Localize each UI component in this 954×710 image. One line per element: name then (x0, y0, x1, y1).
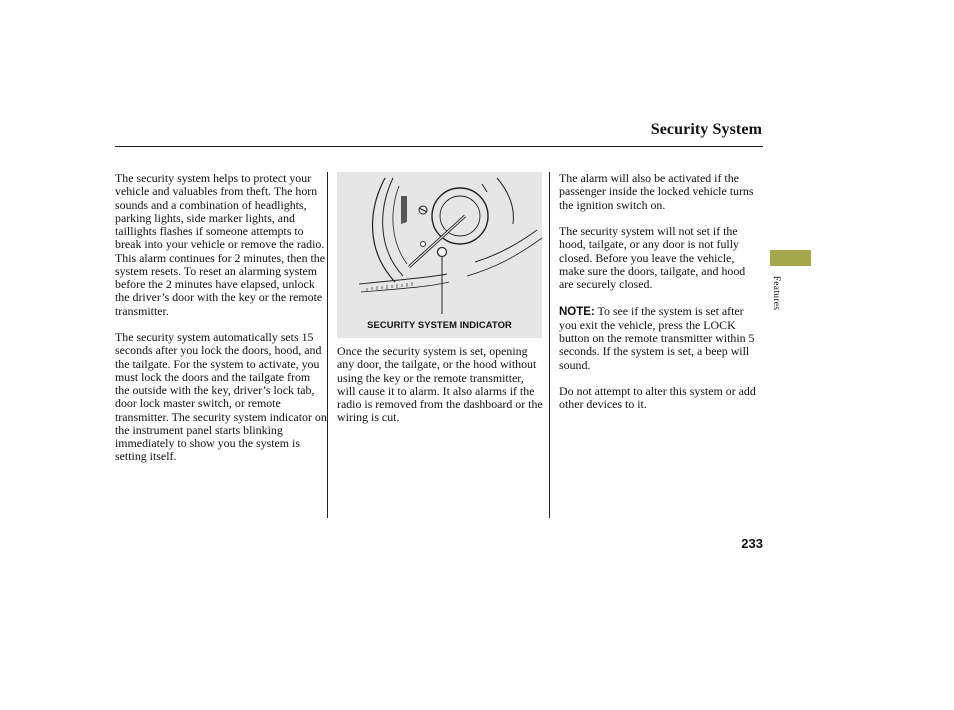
paragraph: The alarm will also be activated if the passenger inside the locked vehicle turns the ignition switch on. (559, 171, 754, 212)
page-number: 233 (741, 536, 763, 551)
page-title: Security System (650, 121, 762, 138)
note-paragraph (559, 305, 759, 372)
section-label: Features (771, 275, 781, 311)
column-divider (549, 172, 550, 518)
figure-caption: SECURITY SYSTEM INDICATOR (367, 319, 512, 330)
instrument-panel-illustration (337, 172, 542, 338)
paragraph: Do not attempt to alter this system or add other devices to it. (559, 384, 756, 412)
title-rule (115, 146, 763, 147)
paragraph: The security system automatically sets 15 seconds after you lock the doors, hood, and the tailgate. For the system to activate, you must lock the doors and the tailgate from the outside with the key, driver’s lock tab, door lock master switch, or remote transmitter. The security system indicator on the instrument panel starts blinking immediately to show you the system is setting itself. (115, 330, 327, 464)
security-indicator-figure (337, 172, 542, 338)
paragraph: The security system helps to protect your vehicle and valuables from theft. The horn sounds and a combination of headlights, parking lights, side marker lights, and taillights flashes if someone attempts to break into your vehicle or remove the radio. This alarm continues for 2 minutes, then the system resets. To reset an alarming system before the 2 minutes have elapsed, unlock the driver’s door with the key or the remote transmitter. (115, 171, 326, 318)
column-1 (115, 172, 327, 477)
column-divider (327, 172, 328, 518)
column-2 (337, 345, 543, 438)
section-tab-marker (770, 250, 811, 266)
note-label: NOTE: (559, 305, 595, 318)
paragraph: Once the security system is set, opening any door, the tailgate, or the hood without using the key or the remote transmitter, will cause it to alarm. It also alarms if the radio is removed from the dashboard or the wiring is cut. (337, 344, 543, 425)
note-text: To see if the system is set after you exit the vehicle, press the LOCK button on the remote transmitter within 5 seconds. If the system is set, a beep will sound. (559, 303, 755, 372)
column-3 (559, 172, 759, 425)
paragraph: The security system will not set if the hood, tailgate, or any door is not fully closed. Before you leave the vehicle, make sure the doors, tailgate, and hood are securely closed. (559, 224, 746, 291)
